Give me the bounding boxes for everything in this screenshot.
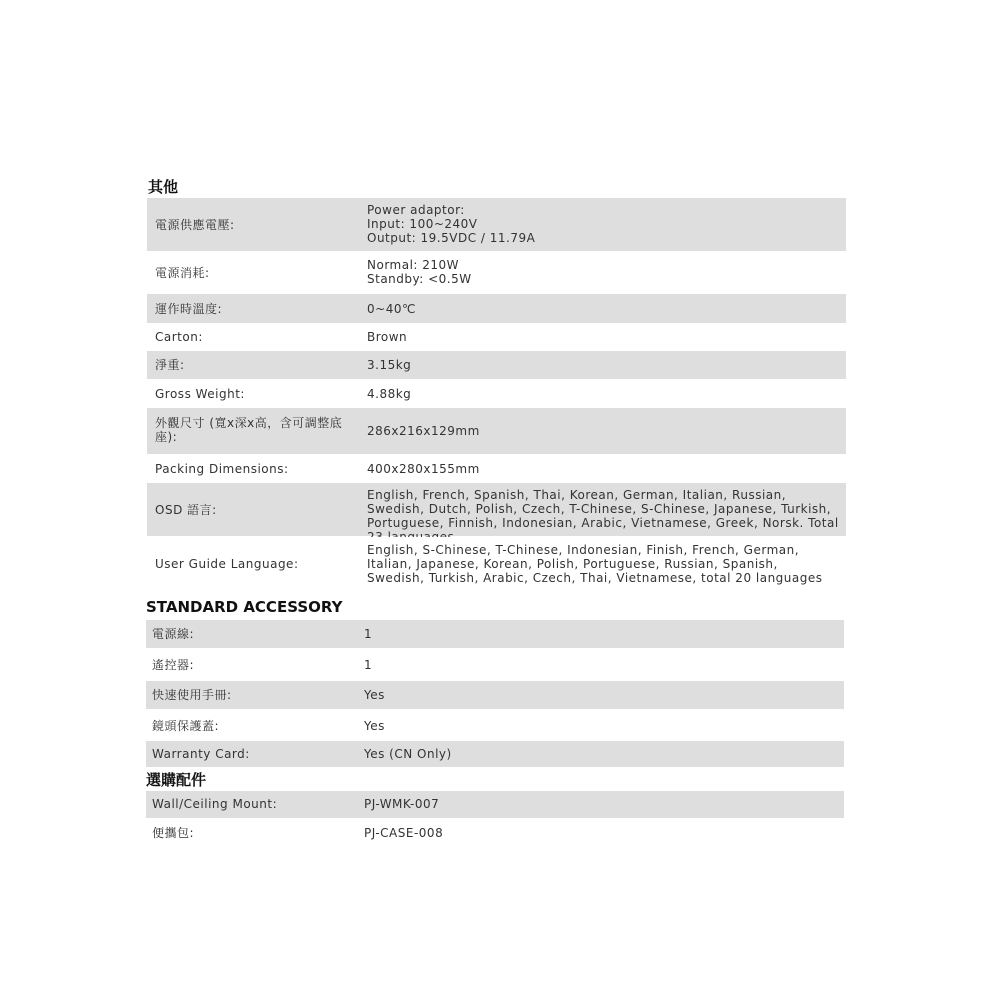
spec-row-carton [147, 323, 846, 350]
spec-label: 便攜包: [152, 826, 195, 840]
spec-value: English, S-Chinese, T-Chinese, Indonesian, Finish, French, German, Italian, Japanese, Korean, Polish, Portuguese, Russian, Spanish, Swedish, Turkish, Arabic, Czech, Thai, Vietnamese, total 20 languages [367, 543, 823, 585]
spec-value: 1 [364, 627, 373, 641]
spec-label: Wall/Ceiling Mount: [152, 797, 278, 811]
spec-row-user-guide-language [147, 537, 846, 591]
optional-row-wall-ceiling-mount [146, 791, 844, 818]
spec-label: 遙控器: [152, 658, 195, 672]
section-title-other: 其他 [148, 178, 179, 196]
spec-label: 電源消耗: [155, 266, 210, 280]
spec-value: Power adaptor: Input: 100~240V Output: 19.5VDC / 11.79A [367, 203, 536, 245]
spec-row-operating-temp [147, 294, 846, 323]
spec-value: Brown [367, 330, 408, 344]
spec-value: Yes [364, 719, 385, 733]
spec-value: English, French, Spanish, Thai, Korean, German, Italian, Russian, Swedish, Dutch, Polish, Czech, T-Chinese, S-Chinese, Japanese, Turkish, Portuguese, Finnish, Indonesian, Arabic, Vietnamese, Greek, Norsk. Total [367, 488, 839, 530]
spec-value: PJ-CASE-008 [364, 826, 444, 840]
spec-label: Gross Weight: [155, 387, 245, 401]
spec-row-power-consumption [147, 252, 846, 292]
accessory-row-lens-cap [146, 711, 844, 740]
spec-row-dimensions [147, 408, 846, 454]
spec-value: Yes (CN Only) [364, 747, 452, 761]
spec-value: Yes [364, 688, 385, 702]
spec-label: OSD 語言: [155, 503, 217, 517]
section-title-standard-accessory: STANDARD ACCESSORY [146, 598, 343, 616]
spec-label: Packing Dimensions: [155, 462, 289, 476]
spec-label: Carton: [155, 330, 203, 344]
spec-value: 400x280x155mm [367, 462, 480, 476]
spec-row-gross-weight [147, 380, 846, 407]
spec-value: 1 [364, 658, 373, 672]
accessory-row-power-cord [146, 620, 844, 648]
spec-value: 3.15kg [367, 358, 412, 372]
accessory-row-remote [146, 650, 844, 679]
spec-value: Normal: 210W Standby: <0.5W [367, 258, 472, 286]
spec-value: PJ-WMK-007 [364, 797, 440, 811]
optional-row-carry-case [146, 819, 844, 846]
spec-row-packing-dimensions [147, 455, 846, 482]
spec-label: 鏡頭保護蓋: [152, 719, 220, 733]
spec-label: 電源供應電壓: [155, 218, 235, 232]
spec-label: User Guide Language: [155, 557, 299, 571]
spec-label: Warranty Card: [152, 747, 250, 761]
spec-value: 4.88kg [367, 387, 412, 401]
spec-row-power-supply [147, 198, 846, 251]
spec-label: 運作時溫度: [155, 302, 223, 316]
spec-row-osd-language [147, 483, 846, 536]
spec-row-net-weight [147, 351, 846, 379]
spec-label: 淨重: [155, 358, 185, 372]
accessory-row-quick-guide [146, 681, 844, 709]
spec-value: 0~40℃ [367, 302, 416, 316]
section-title-optional-accessories: 選購配件 [146, 771, 207, 789]
spec-value: 286x216x129mm [367, 424, 480, 438]
spec-label: 快速使用手冊: [152, 688, 232, 702]
spec-label: 電源線: [152, 627, 195, 641]
accessory-row-warranty-card [146, 741, 844, 767]
spec-label: 外觀尺寸 (寬x深x高，含可調整底座): [155, 416, 343, 444]
